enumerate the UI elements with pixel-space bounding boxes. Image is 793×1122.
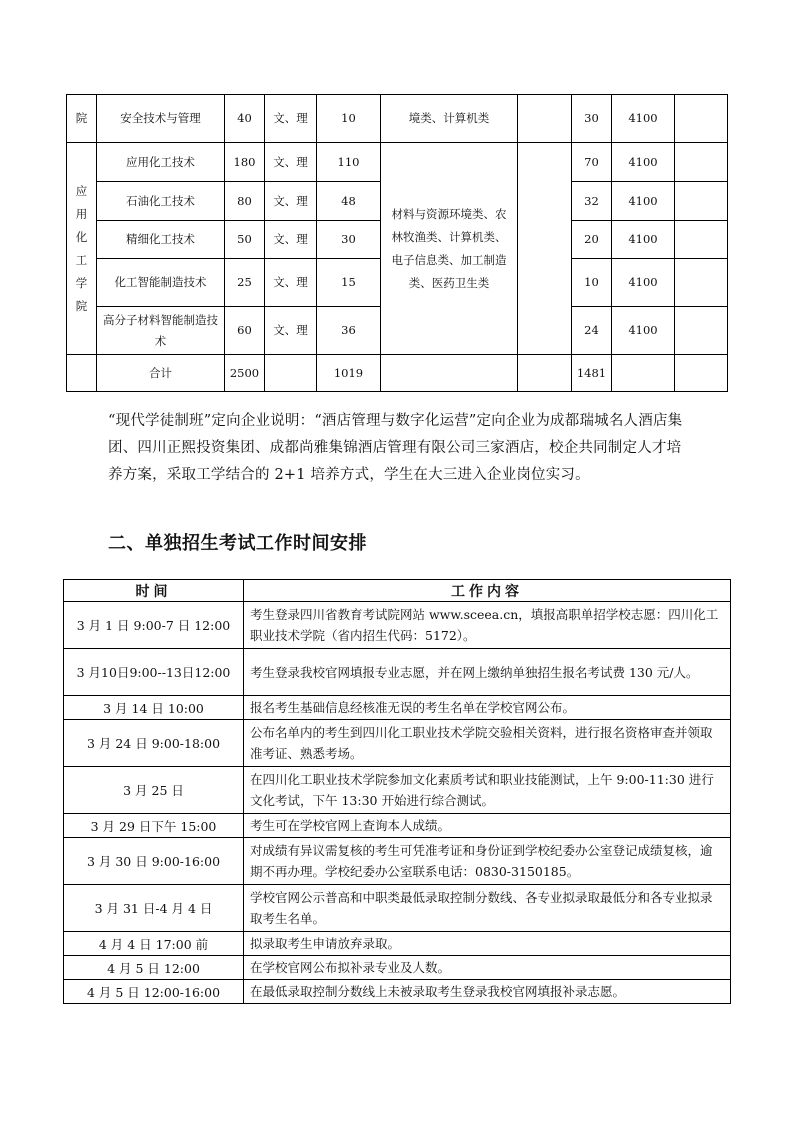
content-cell: 考生可在学校官网上查询本人成绩。 xyxy=(244,814,731,838)
table-row xyxy=(64,932,731,956)
header-time: 时间 xyxy=(64,580,244,602)
schedule-table xyxy=(63,579,731,1004)
content-cell: 在学校官网公布拟补录专业及人数。 xyxy=(244,956,731,980)
blank-cell xyxy=(675,307,728,355)
table-row xyxy=(64,720,731,767)
blank-cell xyxy=(675,143,728,182)
time-cell: 3 月 14 日 10:00 xyxy=(64,696,244,720)
time-cell: 3 月 31 日-4 月 4 日 xyxy=(64,885,244,932)
fee-cell: 4100 xyxy=(612,221,675,259)
major-cell: 安全技术与管理 xyxy=(97,95,225,143)
time-cell: 3 月 25 日 xyxy=(64,767,244,814)
schedule-header xyxy=(64,580,731,602)
blank-cell xyxy=(675,355,728,392)
time-cell: 4 月 5 日 12:00-16:00 xyxy=(64,980,244,1004)
total-cell: 25 xyxy=(225,259,265,307)
total-cell: 60 xyxy=(225,307,265,355)
major-cell: 应用化工技术 xyxy=(97,143,225,182)
total-cell: 80 xyxy=(225,182,265,221)
blank-cell xyxy=(675,259,728,307)
blank-cell xyxy=(612,355,675,392)
general-cell: 48 xyxy=(317,182,381,221)
subject-cell: 文、理 xyxy=(265,95,317,143)
table-row xyxy=(64,838,731,885)
content-cell: 对成绩有异议需复核的考生可凭准考证和身份证到学校纪委办公室登记成绩复核，逾期不再办理。学校纪委办公室联系电话：0830-3150185。 xyxy=(244,838,731,885)
general-cell: 15 xyxy=(317,259,381,307)
content-cell: 考生登录四川省教育考试院网站 www.sceea.cn，填报高职单招学校志愿：四川化工职业技术学院（省内招生代码：5172）。 xyxy=(244,602,731,649)
voc-cell: 32 xyxy=(572,182,612,221)
blank-cell xyxy=(518,95,572,143)
dept-cell: 应用化工学院 xyxy=(67,143,97,355)
fee-cell: 4100 xyxy=(612,182,675,221)
subject-cell: 文、理 xyxy=(265,259,317,307)
table-row xyxy=(64,956,731,980)
total-label: 合计 xyxy=(97,355,225,392)
table-row xyxy=(64,767,731,814)
table-row xyxy=(64,980,731,1004)
table-row xyxy=(64,696,731,720)
subject-cell: 文、理 xyxy=(265,182,317,221)
blank-cell xyxy=(675,221,728,259)
content-cell: 公布名单内的考生到四川化工职业技术学院交验相关资料，进行报名资格审查并领取准考证、熟悉考场。 xyxy=(244,720,731,767)
general-cell: 30 xyxy=(317,221,381,259)
total-cell: 2500 xyxy=(225,355,265,392)
blank-cell xyxy=(67,355,97,392)
voc-cell: 10 xyxy=(572,259,612,307)
content-cell: 考生登录我校官网填报专业志愿，并在网上缴纳单独招生报名考试费 130 元/人。 xyxy=(244,649,731,696)
content-cell: 报名考生基础信息经核准无误的考生名单在学校官网公布。 xyxy=(244,696,731,720)
time-cell: 3 月 1 日 9:00-7 日 12:00 xyxy=(64,602,244,649)
major-cell: 高分子材料智能制造技术 xyxy=(97,307,225,355)
fee-cell: 4100 xyxy=(612,307,675,355)
table-row xyxy=(64,885,731,932)
category-cell: 材料与资源环境类、农林牧渔类、计算机类、电子信息类、加工制造类、医药卫生类 xyxy=(381,143,518,355)
voc-cell: 1481 xyxy=(572,355,612,392)
subject-cell: 文、理 xyxy=(265,221,317,259)
fee-cell: 4100 xyxy=(612,95,675,143)
time-cell: 3 月 29 日下午 15:00 xyxy=(64,814,244,838)
subject-cell: 文、理 xyxy=(265,143,317,182)
general-cell: 1019 xyxy=(317,355,381,392)
dept-cell: 院 xyxy=(67,95,97,143)
voc-cell: 30 xyxy=(572,95,612,143)
table-row xyxy=(64,602,731,649)
table-row xyxy=(64,814,731,838)
section-title: 二、单独招生考试工作时间安排 xyxy=(108,533,367,554)
content-cell: 在最低录取控制分数线上未被录取考生登录我校官网填报补录志愿。 xyxy=(244,980,731,1004)
header-content: 工作内容 xyxy=(244,580,731,602)
time-cell: 4 月 5 日 12:00 xyxy=(64,956,244,980)
major-cell: 石油化工技术 xyxy=(97,182,225,221)
content-cell: 在四川化工职业技术学院参加文化素质考试和职业技能测试，上午 9:00-11:30 进行文化考试，下午 13:30 开始进行综合测试。 xyxy=(244,767,731,814)
total-cell: 50 xyxy=(225,221,265,259)
major-cell: 化工智能制造技术 xyxy=(97,259,225,307)
fee-cell: 4100 xyxy=(612,143,675,182)
time-cell: 3 月 30 日 9:00-16:00 xyxy=(64,838,244,885)
table-row xyxy=(64,649,731,696)
total-cell: 180 xyxy=(225,143,265,182)
general-cell: 110 xyxy=(317,143,381,182)
content-cell: 学校官网公示普高和中职类最低录取控制分数线、各专业拟录取最低分和各专业拟录取考生名单。 xyxy=(244,885,731,932)
subject-cell: 文、理 xyxy=(265,307,317,355)
time-cell: 3 月 24 日 9:00-18:00 xyxy=(64,720,244,767)
blank-cell xyxy=(518,143,572,355)
voc-cell: 24 xyxy=(572,307,612,355)
total-cell: 40 xyxy=(225,95,265,143)
blank-cell xyxy=(675,182,728,221)
apprenticeship-note: “现代学徒制班”定向企业说明：“酒店管理与数字化运营”定向企业为成都瑞城名人酒店集团、四川正熙投资集团、成都尚雅集锦酒店管理有限公司三家酒店，校企共同制定人才培养方案，采取工学结合的 2+1 培养方式，学生在大三进入企业岗位实习。 xyxy=(108,413,683,483)
fee-cell: 4100 xyxy=(612,259,675,307)
general-cell: 10 xyxy=(317,95,381,143)
time-cell: 4 月 4 日 17:00 前 xyxy=(64,932,244,956)
content-cell: 拟录取考生申请放弃录取。 xyxy=(244,932,731,956)
voc-cell: 70 xyxy=(572,143,612,182)
blank-cell xyxy=(265,355,317,392)
enrollment-plan-table xyxy=(66,94,728,392)
voc-cell: 20 xyxy=(572,221,612,259)
general-cell: 36 xyxy=(317,307,381,355)
category-cell: 境类、计算机类 xyxy=(381,95,518,143)
table-row xyxy=(67,143,728,182)
blank-cell xyxy=(518,355,572,392)
blank-cell xyxy=(381,355,518,392)
time-cell: 3 月10日9:00--13日12:00 xyxy=(64,649,244,696)
major-cell: 精细化工技术 xyxy=(97,221,225,259)
blank-cell xyxy=(675,95,728,143)
total-row xyxy=(67,355,728,392)
table-row xyxy=(67,95,728,143)
